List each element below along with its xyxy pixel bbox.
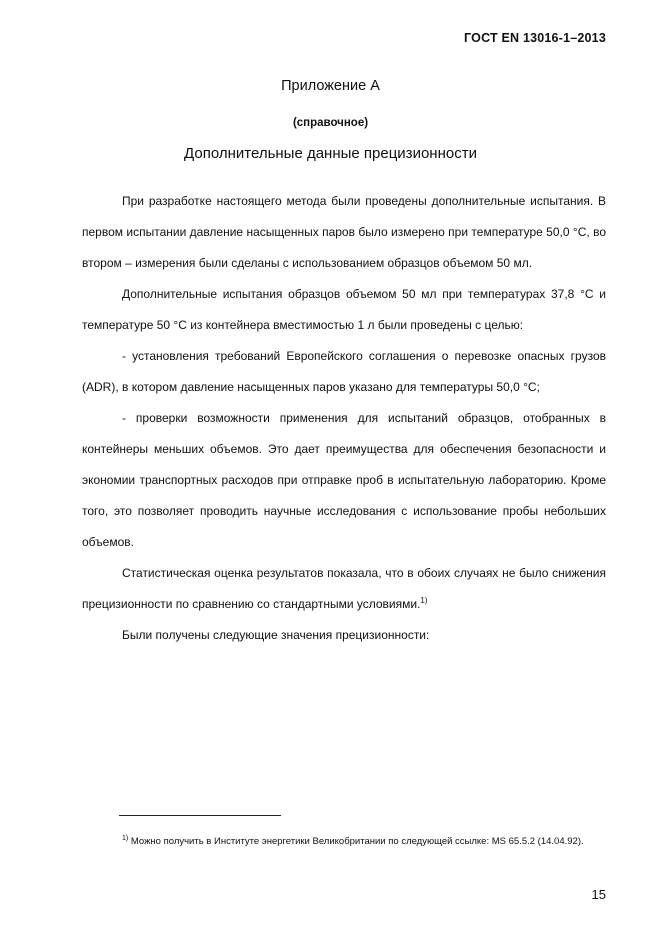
annex-title: Приложение А [281, 78, 380, 94]
annex-heading: Дополнительные данные прецизионности [184, 145, 477, 162]
footnote-reference: 1) [420, 596, 428, 605]
annex-type: (справочное) [292, 117, 369, 129]
standard-code: ГОСТ EN 13016-1–2013 [464, 31, 606, 45]
paragraph [82, 558, 606, 620]
list-item: - установления требований Европейского соглашения о перевозке опасных грузов (ADR), в котором давление насыщенных паров указано для температуры 50,0 °С; [82, 349, 606, 394]
footnote [82, 832, 606, 851]
paragraph: Дополнительные испытания образцов объемом 50 мл при температурах 37,8 °С и температуре 50 °С из контейнера вместимостью 1 л были проведены с целью: [82, 287, 606, 332]
paragraph: Были получены следующие значения прецизионности: [122, 628, 430, 642]
list-item: - проверки возможности применения для испытаний образцов, отобранных в контейнеры меньших объемов. Это дает преимущества для обеспечения безопасности и экономии транспортных расходов при отправке проб в испытательную лабораторию. Кроме того, это позволяет проводить научные исследования с использование пробы небольших объемов. [82, 411, 606, 549]
footnote-separator [119, 815, 281, 816]
paragraph: При разработке настоящего метода были проведены дополнительные испытания. В первом испытании давление насыщенных паров было измерено при температуре 50,0 °С, во втором – измерения были сделаны с использованием образцов объемом 50 мл. [82, 194, 606, 270]
paragraph-text: Статистическая оценка результатов показала, что в обоих случаях не было снижения прецизионности по сравнению со стандартными условиями. [82, 566, 606, 611]
footnote-marker: 1) [122, 834, 129, 842]
footnote-text: Можно получить в Институте энергетики Великобритании по следующей ссылке: MS 65.5.2 (14.04.92). [128, 836, 584, 847]
body-text [82, 186, 606, 651]
page-number: 15 [591, 887, 606, 902]
